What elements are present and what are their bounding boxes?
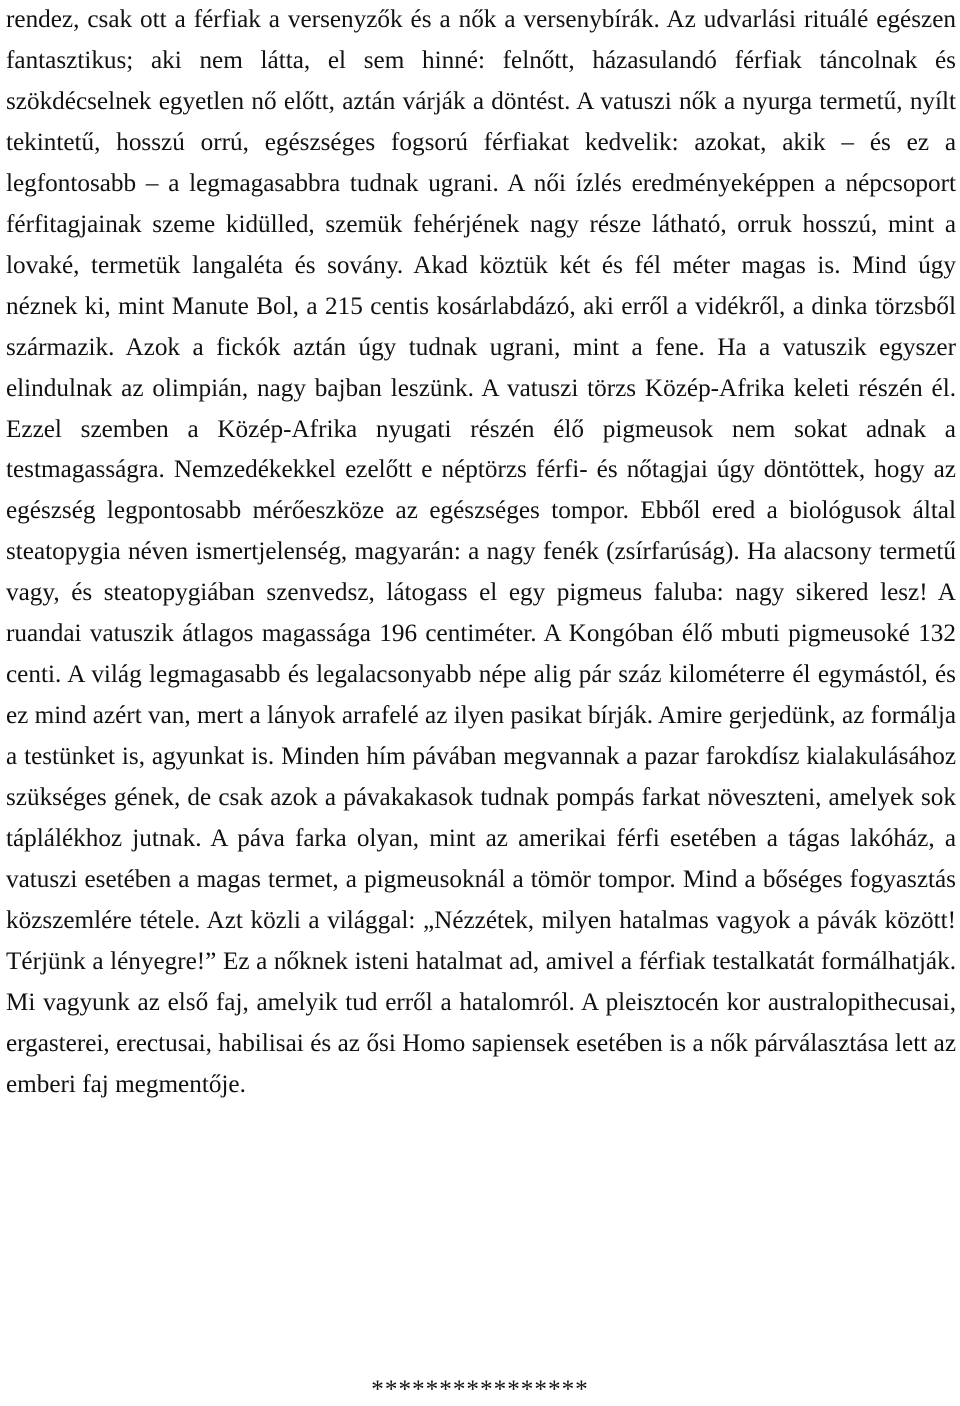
document-page	[6, 0, 956, 1106]
body-paragraph: rendez, csak ott a férfiak a versenyzők és a nők a versenybírák. Az udvarlási rituálé egészen fantasztikus; aki nem látta, el sem hinné: felnőtt, házasulandó férfiak táncolnak és szökdécselnek egyetlen nő előtt, aztán várják a döntést. A vatuszi nők a nyurga termetű, nyílt tekintetű, hosszú orrú, egészséges fogsorú férfiakat kedvelik: azokat, akik – és ez a legfontosabb – a legmagasabbra tudnak ugrani. A női ízlés eredményeképpen a népcsoport férfitagjainak szeme kidülled, szemük fehérjének nagy része látható, orruk hosszú, mint a lovaké, termetük langaléta és sovány. Akad köztük két és fél méter magas is. Mind úgy néznek ki, mint Manute Bol, a 215 centis kosárlabdázó, aki erről a vidékről, a dinka törzsből származik. Azok a fickók aztán úgy tudnak ugrani, mint a fene. Ha a vatuszik egyszer elindulnak az olimpián, nagy bajban leszünk. A vatuszi törzs Közép-Afrika keleti részén él. Ezzel szemben a Közép-Afrika nyugati részén élő pigmeusok nem sokat adnak a testmagasságra. Nemzedékekkel ezelőtt e néptörzs férfi- és nőtagjai úgy döntöttek, hogy az egészség legpontosabb mérőeszköze az egészséges tompor. Ebből ered a biológusok által steatopygia néven ismertjelenség, magyarán: a nagy fenék (zsírfarúság). Ha alacsony termetű vagy, és steatopygiában szenvedsz, látogass el egy pigmeus faluba: nagy sikered lesz! A ruandai vatuszik átlagos magassága 196 centiméter. A Kongóban élő mbuti pigmeusoké 132 centi. A világ legmagasabb és legalacsonyabb népe alig pár száz kilométerre él egymástól, és ez mind azért van, mert a lányok arrafelé az ilyen pasikat bírják. Amire gerjedünk, az formálja a testünket is, agyunkat is. Minden hím pávában megvannak a pazar farokdísz kialakulásához szükséges gének, de csak azok a pávakakasok tudnak pompás farkat növeszteni, amelyek sok táplálékhoz jutnak. A páva farka olyan, mint az amerikai férfi esetében a tágas lakóház, a vatuszi esetében a magas termet, a pigmeusoknál a tömör tompor. Mind a bőséges fogyasztás közszemlére tétele. Azt közli a világgal: „Nézzétek, milyen hatalmas vagyok a pávák között! Térjünk a lényegre!” Ez a nőknek isteni hatalmat ad, amivel a férfiak testalkatát formálhatják. Mi vagyunk az első faj, amelyik tud erről a hatalomról. A pleisztocén kor australopithecusai, ergasterei, erectusai, habilisai és az ősi Homo sapiensek esetében is a nők párválasztása lett az emberi faj megmentője.	[6, 6, 956, 1098]
section-separator: ****************	[371, 1376, 589, 1403]
